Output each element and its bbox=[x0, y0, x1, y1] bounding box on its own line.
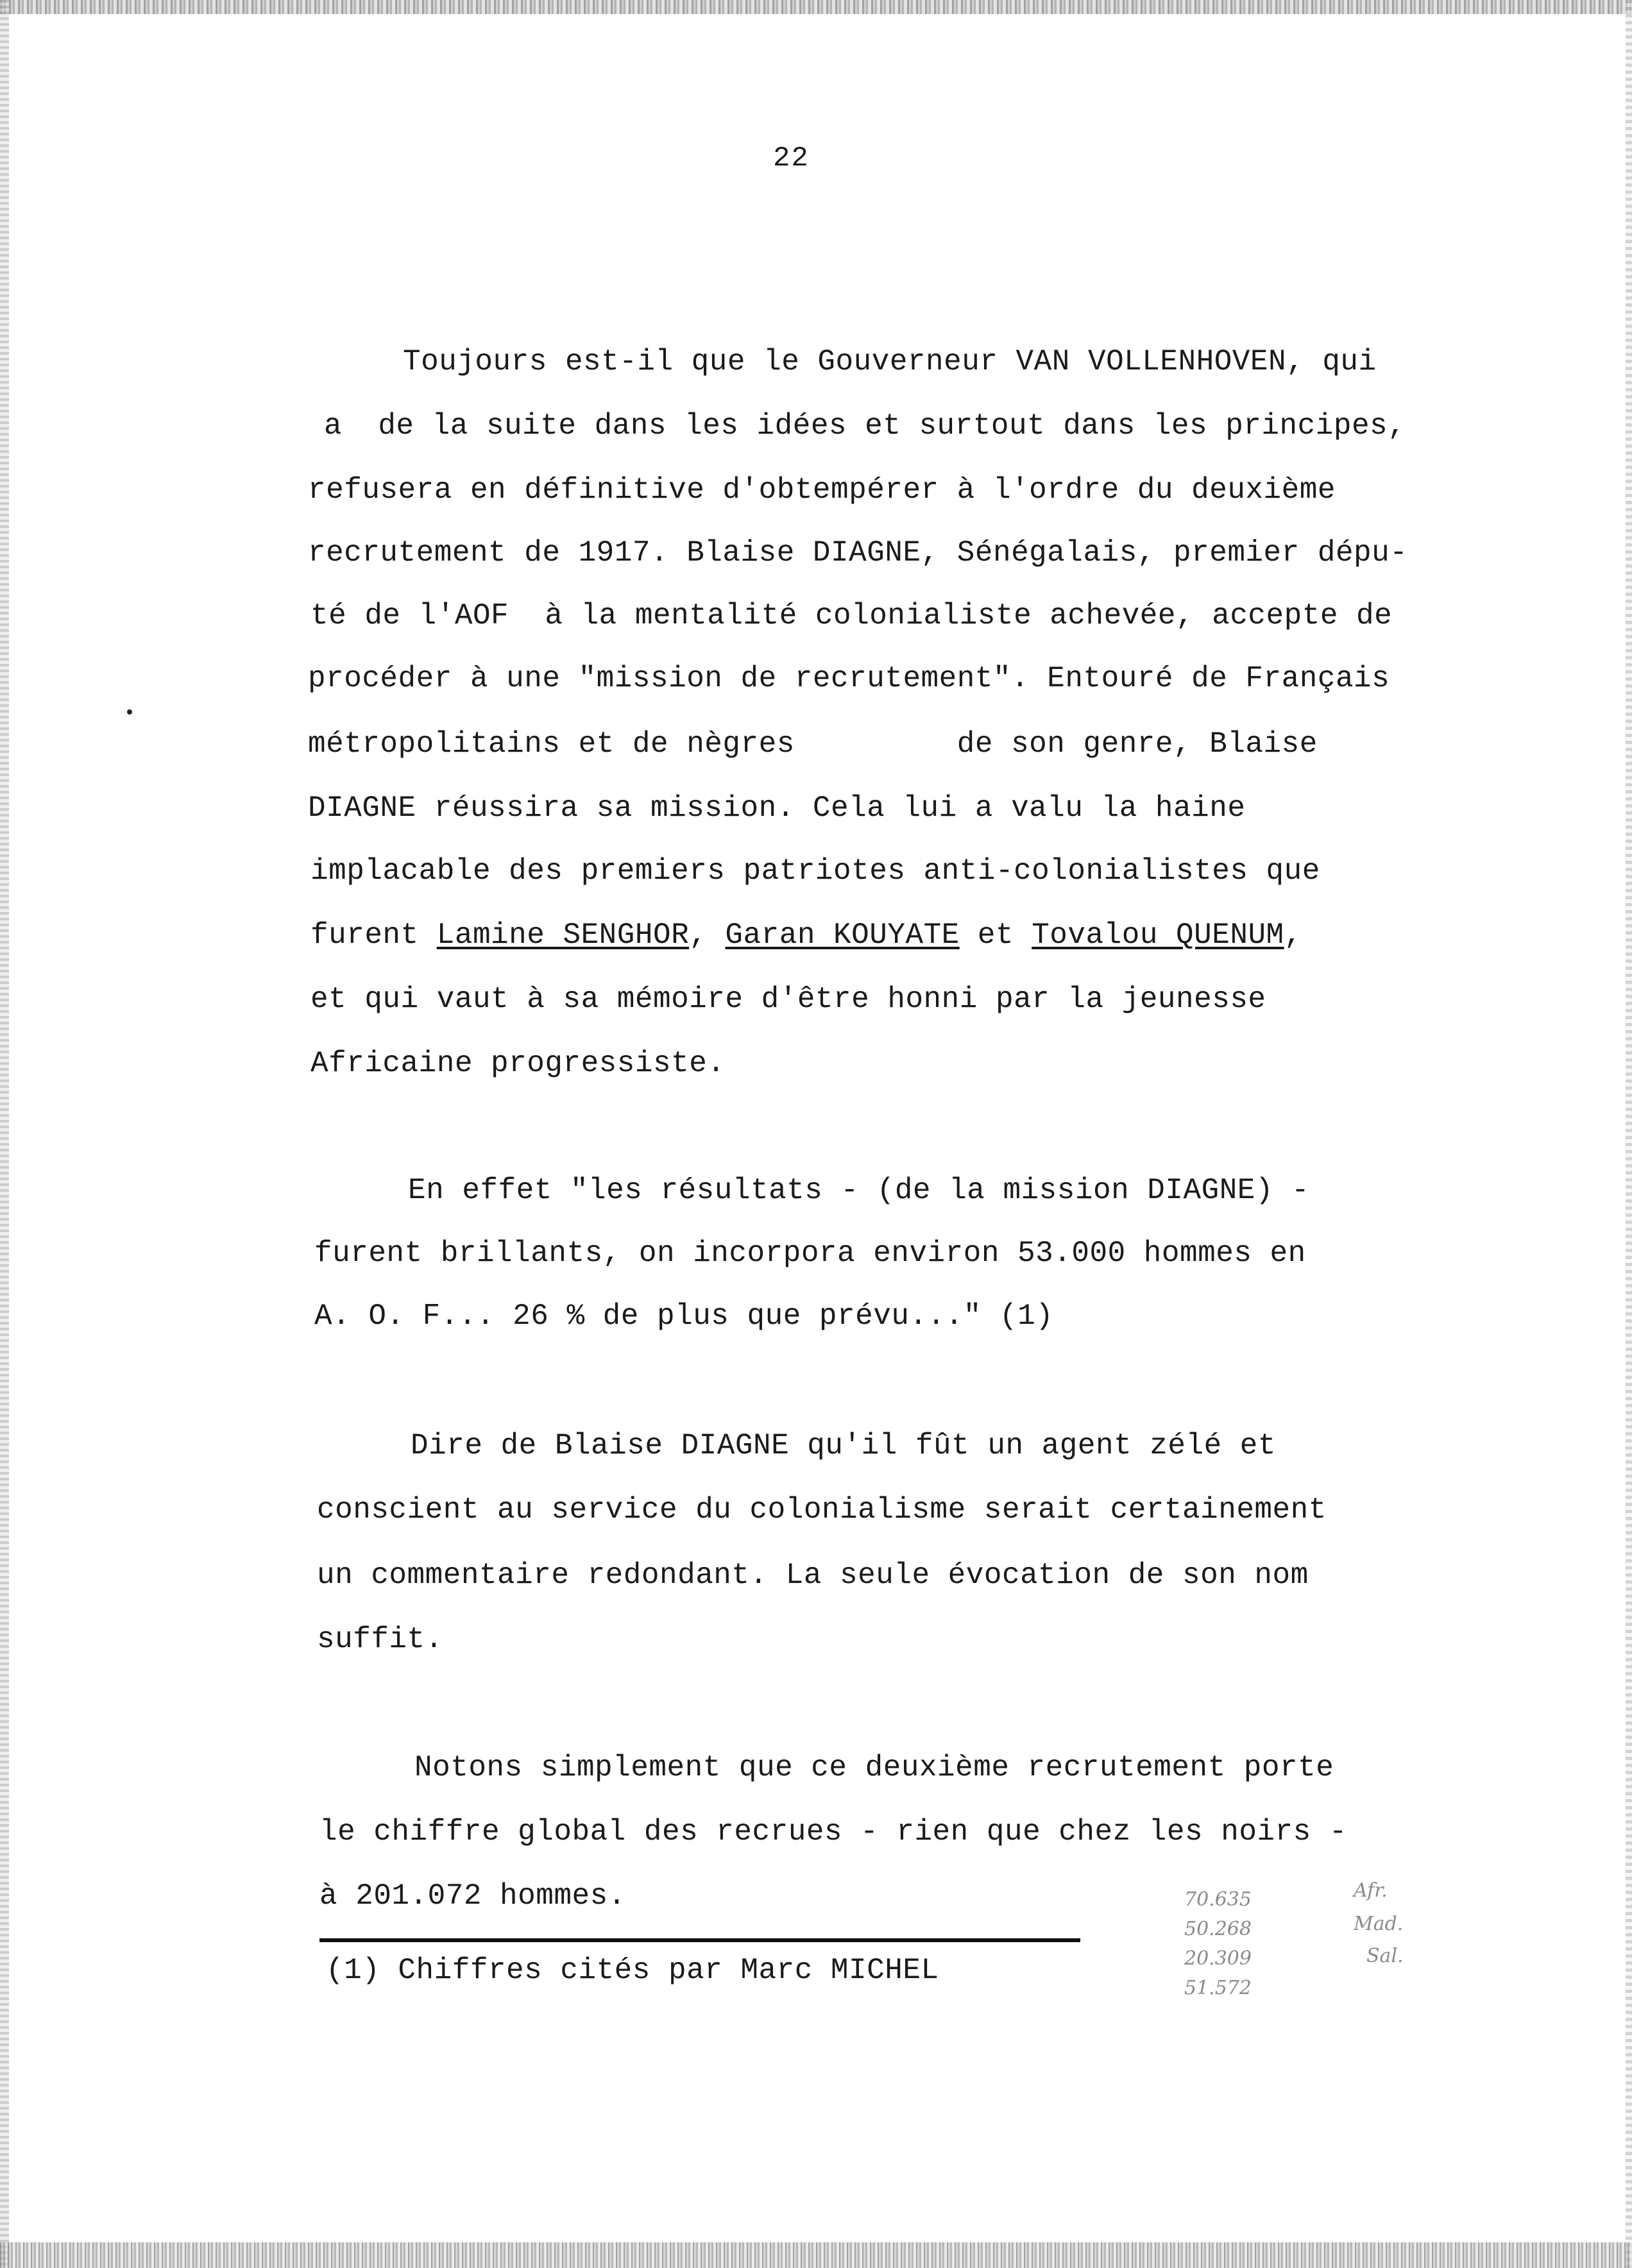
paragraph-line: refusera en définitive d'obtempérer à l'ordre du deuxième bbox=[308, 473, 1336, 507]
underlined-name: Tovalou QUENUM bbox=[1032, 918, 1284, 952]
handwritten-number: 20.309 bbox=[1184, 1947, 1252, 1970]
handwritten-word: Sal. bbox=[1366, 1945, 1404, 1967]
handwritten-word: Afr. bbox=[1354, 1879, 1388, 1902]
paragraph-line: conscient au service du colonialisme serait certainement bbox=[317, 1493, 1327, 1527]
paragraph-line: Africaine progressiste. bbox=[310, 1047, 726, 1080]
page-number: 22 bbox=[773, 142, 810, 174]
paragraph-line: En effet "les résultats - (de la mission DIAGNE) - bbox=[408, 1174, 1310, 1207]
paragraph-line: Notons simplement que ce deuxième recrutement porte bbox=[414, 1751, 1334, 1784]
paragraph-line: furent brillants, on incorpora environ 53.000 hommes en bbox=[314, 1237, 1306, 1270]
paragraph-line-with-names bbox=[310, 917, 1302, 953]
paragraph-line: et qui vaut à sa mémoire d'être honni par la jeunesse bbox=[310, 983, 1266, 1016]
paragraph-line: a de la suite dans les idées et surtout dans les principes, bbox=[324, 409, 1406, 443]
underlined-name: Lamine SENGHOR bbox=[436, 918, 690, 952]
paragraph-line: té de l'AOF à la mentalité colonialiste achevée, accepte de bbox=[310, 599, 1393, 632]
paragraph-line: suffit. bbox=[317, 1623, 443, 1656]
paragraph-line: un commentaire redondant. La seule évocation de son nom bbox=[317, 1559, 1309, 1592]
paragraph-line: DIAGNE réussira sa mission. Cela lui a valu la haine bbox=[308, 791, 1246, 825]
handwritten-number: 51.572 bbox=[1184, 1977, 1252, 1999]
paragraph-line: à 201.072 hommes. bbox=[319, 1879, 626, 1913]
line-separator: et bbox=[959, 918, 1032, 952]
paragraph-line: recrutement de 1917. Blaise DIAGNE, Sénégalais, premier dépu- bbox=[308, 536, 1408, 570]
underlined-name: Garan KOUYATE bbox=[725, 918, 960, 952]
line-prefix: furent bbox=[310, 918, 437, 952]
scan-edge-left bbox=[0, 0, 9, 2268]
handwritten-number: 70.635 bbox=[1184, 1888, 1252, 1911]
paragraph-line: procéder à une "mission de recrutement". Entouré de Français bbox=[308, 662, 1390, 695]
scan-edge-right bbox=[1626, 0, 1632, 2268]
scan-edge-top bbox=[0, 0, 1632, 14]
scan-speck bbox=[127, 709, 132, 715]
line-separator: , bbox=[689, 918, 726, 952]
paragraph-line: implacable des premiers patriotes anti-colonialistes que bbox=[310, 854, 1320, 888]
paragraph-line: le chiffre global des recrues - rien que chez les noirs - bbox=[319, 1815, 1347, 1849]
line-suffix: , bbox=[1284, 918, 1302, 952]
handwritten-word: Mad. bbox=[1354, 1913, 1404, 1935]
paragraph-line: Toujours est-il que le Gouverneur VAN VOLLENHOVEN, qui bbox=[403, 345, 1377, 378]
paragraph-line: métropolitains et de nègres de son genre, Blaise bbox=[308, 727, 1318, 761]
paragraph-line: Dire de Blaise DIAGNE qu'il fût un agent zélé et bbox=[411, 1429, 1277, 1462]
paragraph-line: A. O. F... 26 % de plus que prévu..." (1) bbox=[314, 1299, 1054, 1333]
footnote: (1) Chiffres cités par Marc MICHEL bbox=[326, 1954, 939, 1987]
footnote-separator bbox=[319, 1938, 1080, 1942]
handwritten-number: 50.268 bbox=[1184, 1918, 1252, 1940]
scan-edge-bottom bbox=[0, 2242, 1632, 2268]
